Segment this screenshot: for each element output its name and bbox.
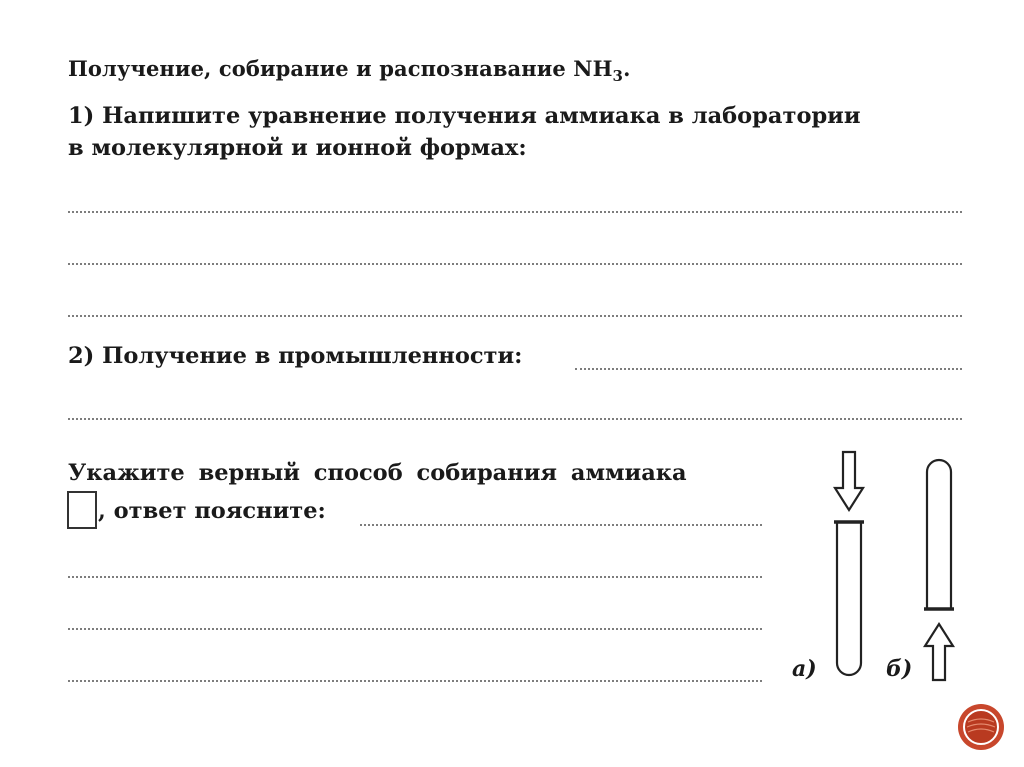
answer-line-4[interactable] [575, 368, 962, 370]
answer-line-9[interactable] [68, 680, 762, 682]
down-arrow-icon [835, 452, 863, 510]
figure-label-b: б) [886, 656, 913, 682]
up-arrow-icon [925, 624, 953, 680]
tube-b-figure [915, 450, 965, 690]
answer-line-8[interactable] [68, 628, 762, 630]
question-2: 2) Получение в промышленности: [68, 343, 523, 369]
title-subscript: 3 [612, 67, 624, 85]
answer-line-6[interactable] [360, 524, 762, 526]
tube-a-figure [825, 448, 875, 688]
title-text: Получение, собирание и распознавание NH [68, 56, 613, 81]
question-1 [68, 100, 968, 164]
answer-line-2[interactable] [68, 263, 962, 265]
answer-line-3[interactable] [68, 315, 962, 317]
question-3-line2: , ответ поясните: [98, 498, 326, 524]
question-1-line1: 1) Напишите уравнение получения аммиака в лаборатории [68, 103, 861, 129]
figure-label-a: а) [792, 656, 817, 682]
slide-badge-icon [956, 702, 1006, 752]
question-3-line1: Укажите верный способ собирания аммиака [68, 460, 687, 486]
title-end: . [623, 56, 631, 81]
answer-line-5[interactable] [68, 418, 962, 420]
test-tube-inverted-icon [924, 460, 954, 609]
worksheet-title [68, 56, 631, 85]
answer-line-7[interactable] [68, 576, 762, 578]
test-tube-upright-icon [834, 522, 864, 675]
answer-line-1[interactable] [68, 211, 962, 213]
answer-box[interactable] [67, 491, 97, 529]
question-1-line2: в молекулярной и ионной формах: [68, 135, 527, 161]
